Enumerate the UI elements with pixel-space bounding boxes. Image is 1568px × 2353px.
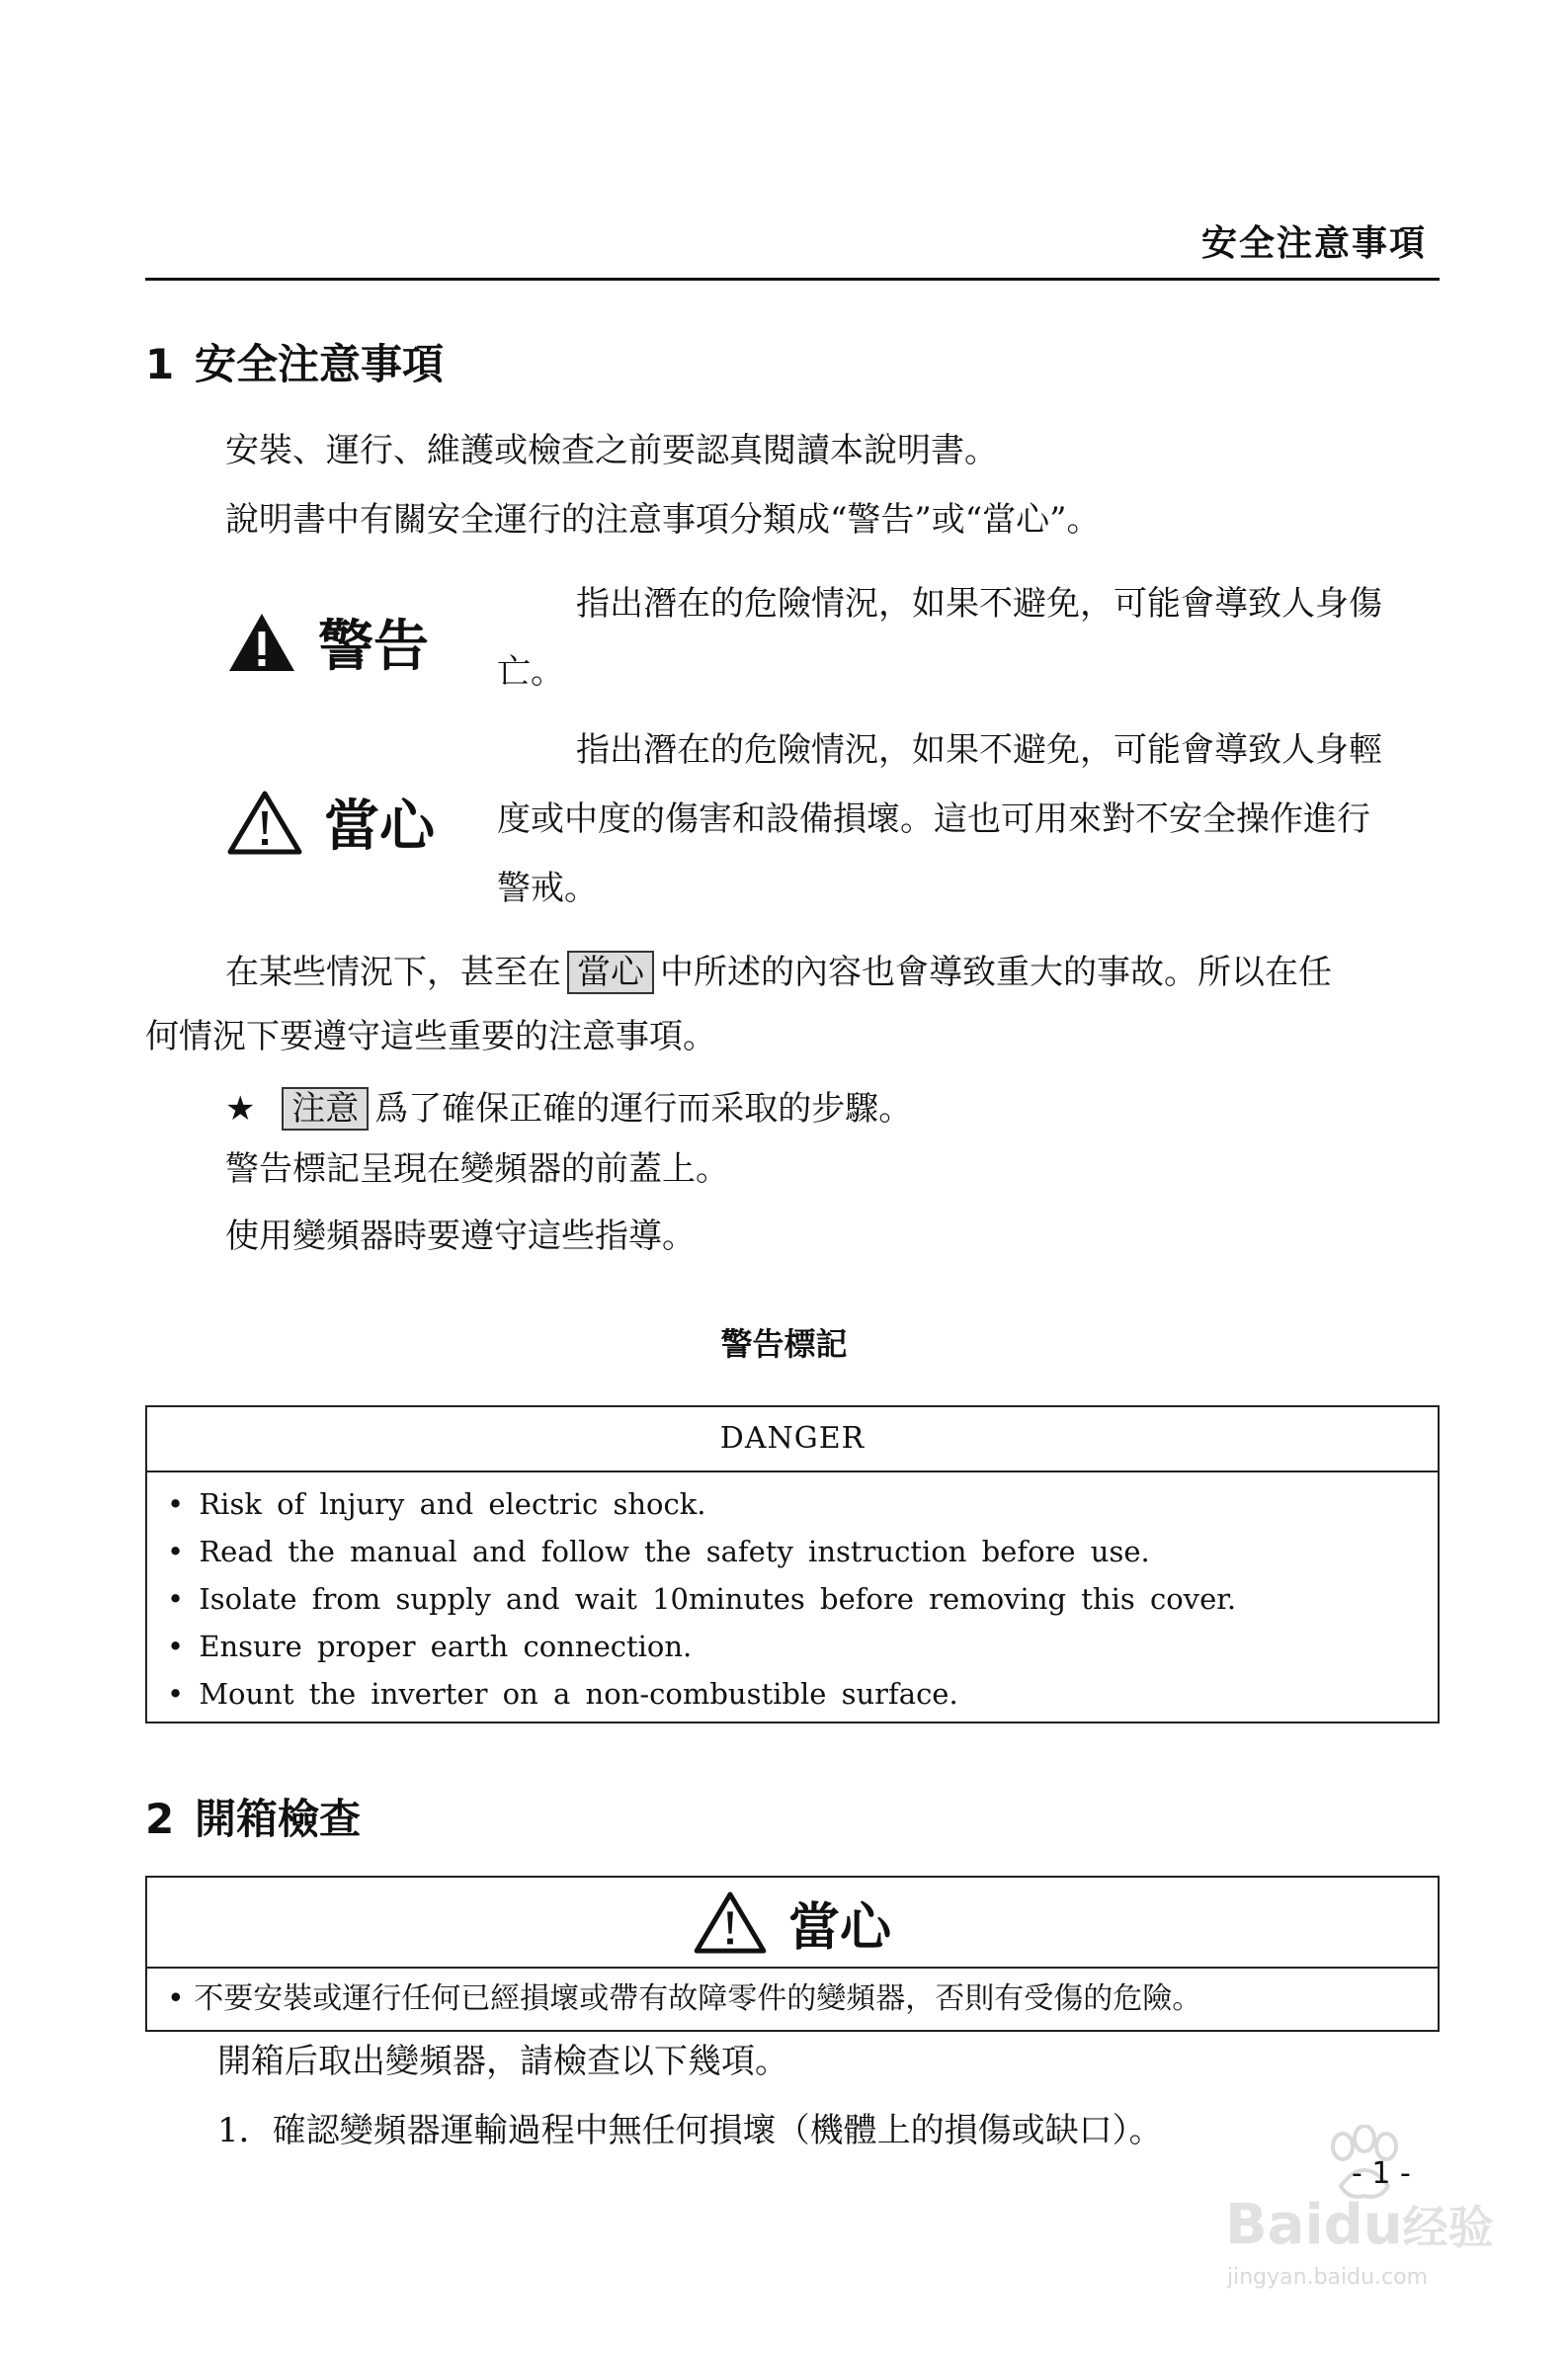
danger-item: • Risk of lnjury and electric shock. — [167, 1480, 1438, 1528]
intro-paragraph-2: 說明書中有關安全運行的注意事項分類成“警告”或“當心”。 — [225, 500, 1101, 540]
caution-triangle-icon — [694, 1891, 767, 1954]
danger-item: • Isolate from supply and wait 10minutes before removing this cover. — [167, 1575, 1438, 1623]
running-header: 安全注意事項 — [1200, 223, 1427, 264]
watermark-cn: 经验 — [1402, 2201, 1494, 2254]
caution-text-line-3: 警戒。 — [497, 869, 598, 908]
note-line — [225, 1086, 912, 1132]
bullet-icon: • — [167, 1981, 195, 2016]
caution-text-line-2: 度或中度的傷害和設備損壞。這也可用來對不安全操作進行 — [497, 799, 1370, 839]
unpack-paragraph: 開箱后取出變頻器，請檢查以下幾項。 — [217, 2042, 788, 2081]
warning-symbol — [227, 603, 429, 682]
watermark-url: jingyan.baidu.com — [1227, 2265, 1429, 2290]
boxed-note-term: 注意 — [282, 1087, 369, 1131]
watermark-brand: Bai — [1225, 2193, 1324, 2257]
section-1-title — [145, 332, 444, 391]
warning-label: 警告 — [318, 615, 429, 679]
boxed-caution-term: 當心 — [567, 951, 654, 994]
section-title-text: 安全注意事項 — [195, 340, 445, 388]
warning-text-line-2: 亡。 — [497, 652, 564, 692]
situation-text-after: 中所述的內容也會導致重大的事故。所以在任 — [660, 953, 1332, 992]
caution-box — [145, 1876, 1440, 2032]
intro-paragraph-1: 安裝、運行、維護或檢查之前要認真閱讀本說明書。 — [225, 431, 998, 470]
danger-item: • Read the manual and follow the safety instruction before use. — [167, 1528, 1438, 1575]
label-paragraph-2: 使用變頻器時要遵守這些指導。 — [225, 1217, 696, 1256]
danger-list — [147, 1472, 1438, 1718]
danger-item: • Mount the inverter on a non-combustible surface. — [167, 1670, 1438, 1718]
label-caption: 警告標記 — [720, 1325, 848, 1363]
situation-paragraph-line-2: 何情況下要遵守這些重要的注意事項。 — [145, 1017, 716, 1056]
situation-text-before: 在某些情況下，甚至在 — [225, 953, 561, 992]
caution-label: 當心 — [324, 795, 435, 859]
label-paragraph-1: 警告標記呈現在變頻器的前蓋上。 — [225, 1149, 729, 1189]
star-icon: ★ — [225, 1089, 256, 1129]
situation-paragraph-line-1 — [225, 950, 1332, 995]
section-2-title — [145, 1787, 361, 1846]
warning-triangle-icon — [227, 612, 296, 673]
danger-label-box — [145, 1405, 1440, 1723]
unpack-item-1: 1．確認變頻器運輸過程中無任何損壞（機體上的損傷或缺口）。 — [217, 2111, 1163, 2150]
header-rule — [145, 278, 1440, 281]
danger-item: • Ensure proper earth connection. — [167, 1623, 1438, 1670]
section-title-text: 開箱檢查 — [195, 1795, 362, 1843]
warning-text-line-1: 指出潛在的危險情況，如果不避免，可能會導致人身傷 — [576, 584, 1382, 624]
caution-box-heading — [147, 1878, 1438, 1969]
caution-box-item — [147, 1969, 1438, 2030]
baidu-jingyan-watermark — [1225, 2125, 1494, 2293]
section-number: 1 — [145, 340, 175, 388]
caution-symbol — [227, 783, 435, 862]
section-number: 2 — [145, 1795, 175, 1843]
caution-box-label: 當心 — [787, 1897, 891, 1958]
page-number: - 1 - — [1352, 2156, 1411, 2191]
danger-heading: DANGER — [147, 1407, 1438, 1472]
caution-box-item-text: 不要安裝或運行任何已經損壞或帶有故障零件的變頻器，否則有受傷的危險。 — [194, 1981, 1202, 2016]
watermark-brand-du: du — [1323, 2193, 1403, 2257]
caution-triangle-icon — [227, 790, 302, 855]
note-text: 爲了確保正確的運行而采取的步驟。 — [374, 1089, 913, 1129]
caution-text-line-1: 指出潛在的危險情況，如果不避免，可能會導致人身輕 — [576, 730, 1382, 770]
